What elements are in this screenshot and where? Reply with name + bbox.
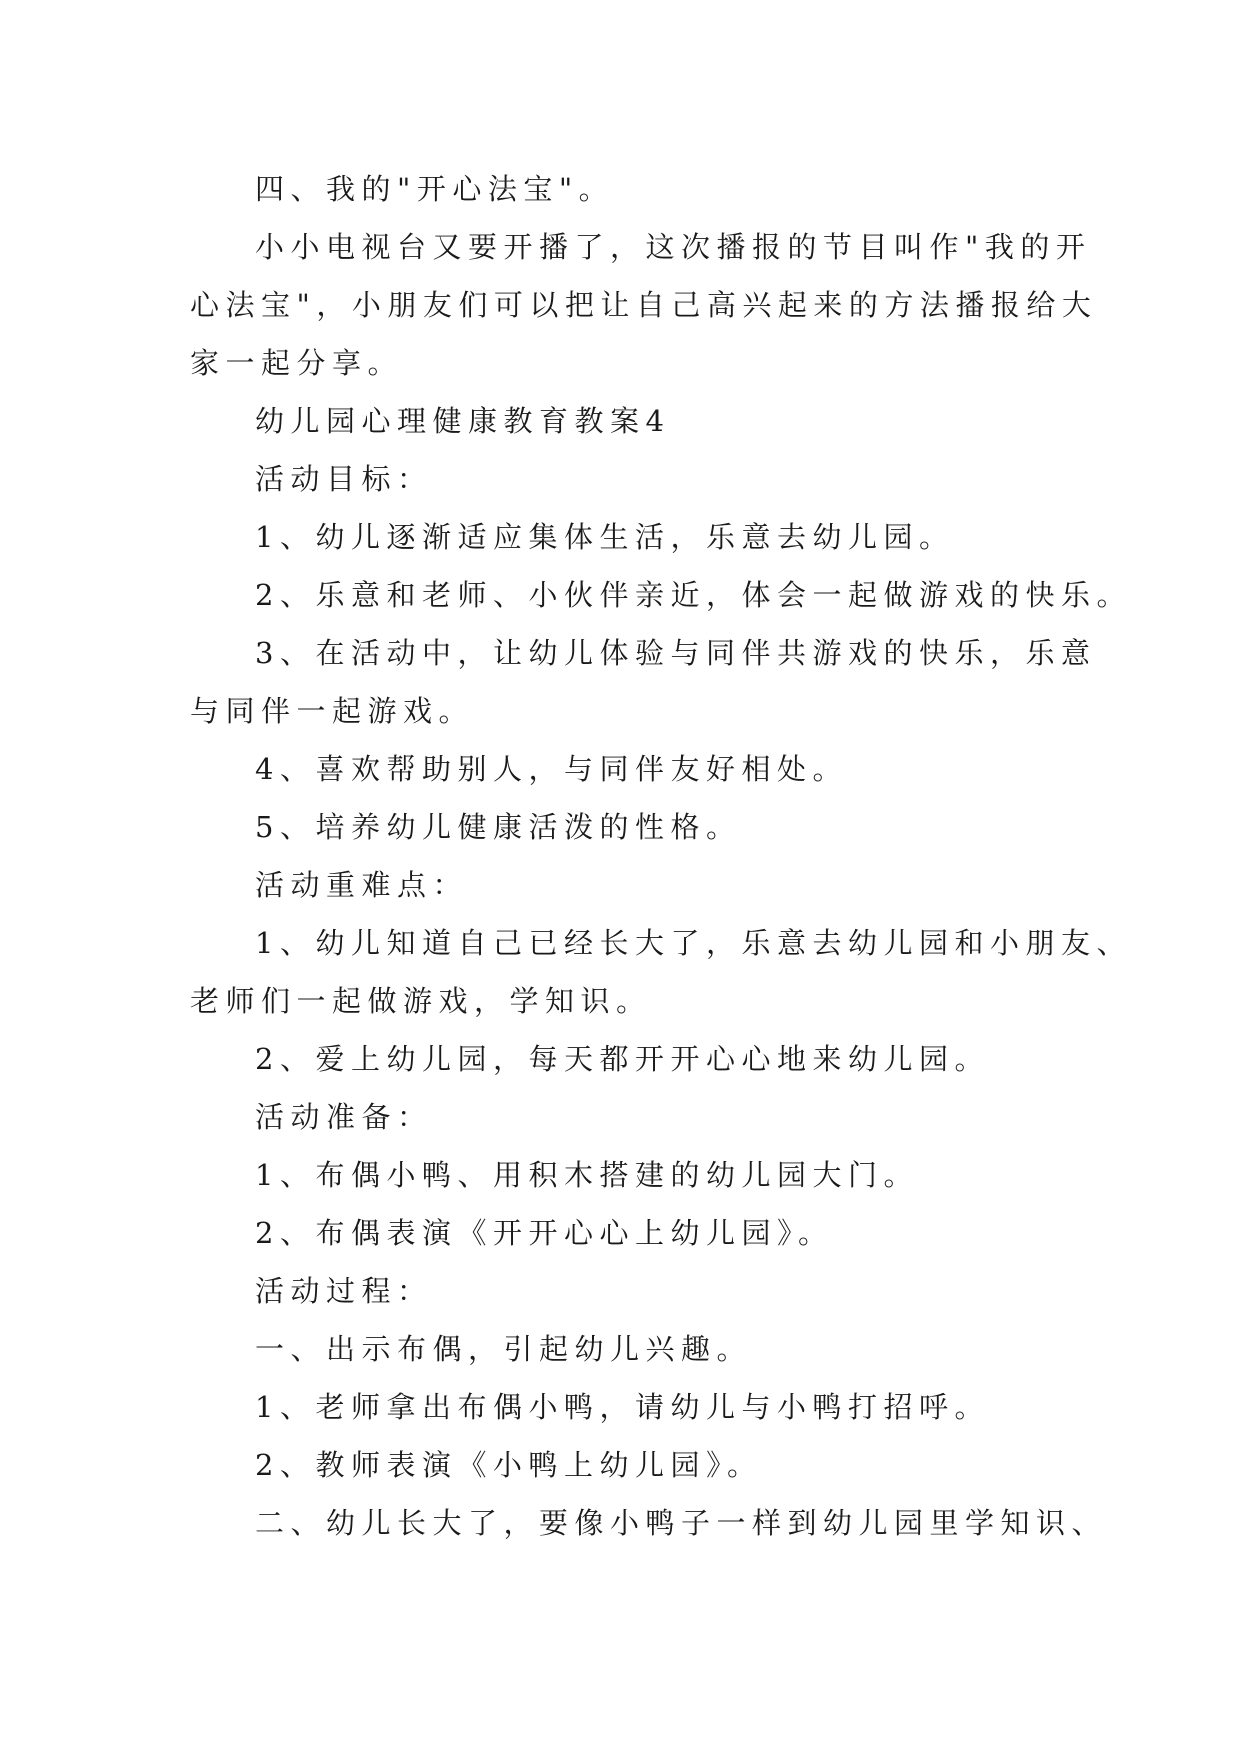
list-item: 2、布偶表演《开开心心上幼儿园》。 — [255, 1216, 834, 1250]
list-item-continuation: 与同伴一起游戏。 — [190, 694, 475, 728]
section-heading-goals: 活动目标： — [255, 462, 433, 496]
list-item: 2、乐意和老师、小伙伴亲近，体会一起做游戏的快乐。 — [255, 578, 1132, 612]
section-heading-preparation: 活动准备： — [255, 1100, 433, 1134]
list-item: 5、培养幼儿健康活泼的性格。 — [255, 810, 742, 844]
section-heading-happy-treasure: 四、我的"开心法宝"。 — [255, 172, 615, 206]
list-item: 1、幼儿逐渐适应集体生活，乐意去幼儿园。 — [255, 520, 955, 554]
list-item: 3、在活动中，让幼儿体验与同伴共游戏的快乐，乐意 — [255, 636, 1097, 670]
list-item: 2、教师表演《小鸭上幼儿园》。 — [255, 1448, 763, 1482]
step-heading: 二、幼儿长大了，要像小鸭子一样到幼儿园里学知识、 — [255, 1506, 1108, 1540]
list-item: 4、喜欢帮助别人，与同伴友好相处。 — [255, 752, 848, 786]
step-heading: 一、出示布偶，引起幼儿兴趣。 — [255, 1332, 753, 1366]
paragraph-line: 家一起分享。 — [190, 346, 404, 380]
list-item-continuation: 老师们一起做游戏，学知识。 — [190, 984, 652, 1018]
paragraph-line: 小小电视台又要开播了，这次播报的节目叫作"我的开 — [255, 230, 1092, 264]
document-body — [190, 160, 1132, 1552]
lesson-plan-title: 幼儿园心理健康教育教案4 — [255, 404, 671, 438]
list-item: 1、老师拿出布偶小鸭，请幼儿与小鸭打招呼。 — [255, 1390, 990, 1424]
section-heading-key-points: 活动重难点： — [255, 868, 469, 902]
paragraph-line: 心法宝"，小朋友们可以把让自己高兴起来的方法播报给大 — [190, 288, 1098, 322]
list-item: 1、布偶小鸭、用积木搭建的幼儿园大门。 — [255, 1158, 919, 1192]
section-heading-process: 活动过程： — [255, 1274, 433, 1308]
list-item: 1、幼儿知道自己已经长大了，乐意去幼儿园和小朋友、 — [255, 926, 1132, 960]
list-item: 2、爱上幼儿园，每天都开开心心地来幼儿园。 — [255, 1042, 990, 1076]
